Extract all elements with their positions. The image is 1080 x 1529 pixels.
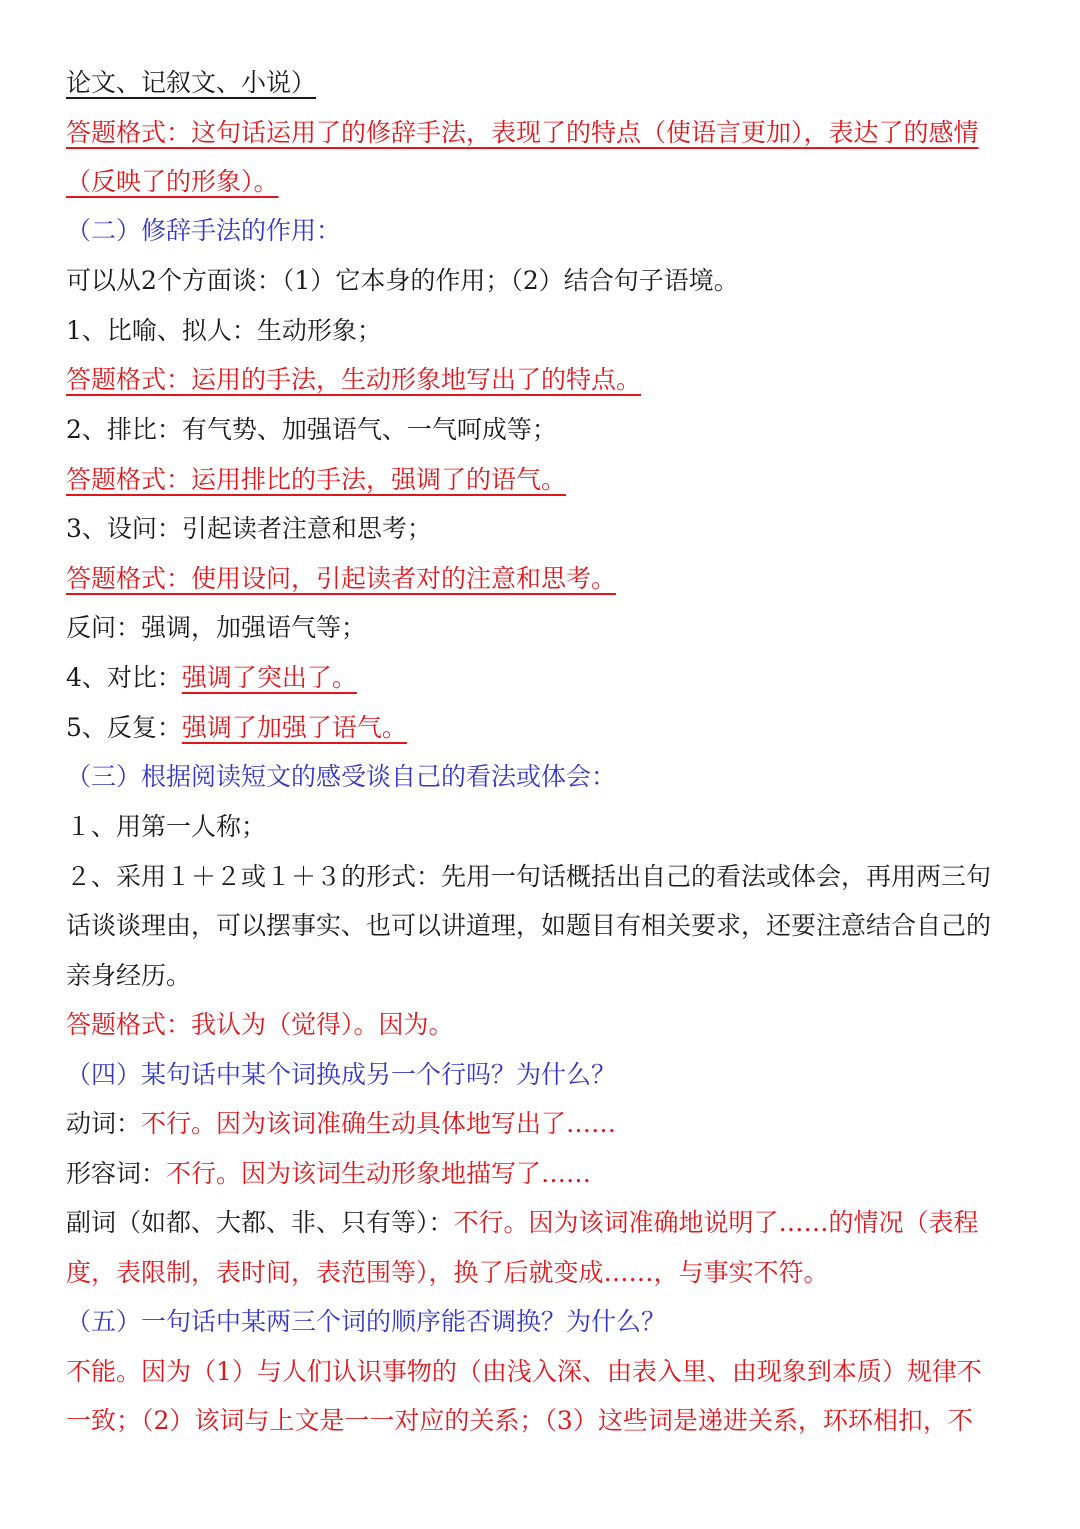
item-label: 形容词： xyxy=(66,1159,167,1188)
list-item-rhetorical-question: 3、设问：引起读者注意和思考； xyxy=(66,514,432,543)
answer-text: 不行。因为该词准确生动具体地写出了…… xyxy=(141,1109,617,1138)
list-item-metaphor: 1、比喻、拟人：生动形象； xyxy=(66,316,382,345)
underlined-text: 论文、记叙文、小说） xyxy=(66,68,317,97)
section-heading-2: （二）修辞手法的作用： xyxy=(66,216,342,245)
answer-text: 不行。因为该词生动形象地描写了…… xyxy=(166,1159,592,1188)
section-heading-5: （五）一句话中某两三个词的顺序能否调换？为什么？ xyxy=(66,1307,667,1336)
body-text-line: 亲身经历。 xyxy=(66,961,192,990)
item-label: 5、反复： xyxy=(66,713,182,742)
answer-format-line xyxy=(66,463,566,497)
answer-text: 不行。因为该词准确地说明了……的情况（表程 xyxy=(453,1208,979,1237)
section-heading-3: （三）根据阅读短文的感受谈自己的看法或体会： xyxy=(66,762,617,791)
answer-format-text: （反映了的形象）。 xyxy=(66,167,279,196)
answer-format-text: 答题格式：这句话运用了的修辞手法，表现了的特点（使语言更加），表达了的感情 xyxy=(66,118,979,147)
continued-text-line xyxy=(66,66,316,100)
item-label: 副词（如都、大都、非、只有等）： xyxy=(66,1208,454,1237)
answer-text-line: 一致；（2）该词与上文是一一对应的关系；（3）这些词是递进关系，环环相扣，不 xyxy=(66,1406,973,1435)
item-label: 动词： xyxy=(66,1109,142,1138)
answer-format-line xyxy=(66,363,641,397)
answer-format-line: 答题格式：我认为（觉得）。因为。 xyxy=(66,1010,454,1039)
list-item-contrast xyxy=(66,661,357,695)
answer-format-text: 答题格式：运用排比的手法，强调了的语气。 xyxy=(66,465,567,494)
list-item-parallelism: 2、排比：有气势、加强语气、一气呵成等； xyxy=(66,415,557,444)
adverb-explanation-continued: 度，表限制，表时间，表范围等），换了后就变成……，与事实不符。 xyxy=(66,1258,829,1287)
body-text-line: ２、采用１＋２或１＋３的形式：先用一句话概括出自己的看法或体会，再用两三句 xyxy=(66,862,992,891)
body-text-line: 可以从2个方面谈：（1）它本身的作用；（2）结合句子语境。 xyxy=(66,266,739,295)
answer-format-text: 答题格式：运用的手法，生动形象地写出了的特点。 xyxy=(66,365,642,394)
answer-text: 强调了加强了语气。 xyxy=(181,713,407,742)
item-label: 4、对比： xyxy=(66,663,182,692)
adverb-explanation-line xyxy=(66,1206,979,1240)
answer-text-line: 不能。因为（1）与人们认识事物的（由浅入深、由表入里、由现象到本质）规律不 xyxy=(66,1357,982,1386)
list-item-counter-question: 反问：强调，加强语气等； xyxy=(66,613,367,642)
body-text-line: 话谈谈理由，可以摆事实、也可以讲道理，如题目有相关要求，还要注意结合自己的 xyxy=(66,911,992,940)
answer-format-line-continued xyxy=(66,165,279,199)
answer-format-line xyxy=(66,562,616,596)
verb-explanation-line xyxy=(66,1107,616,1141)
list-item-first-person: １、用第一人称； xyxy=(66,812,267,841)
list-item-repetition xyxy=(66,711,407,745)
answer-format-line xyxy=(66,116,979,150)
section-heading-4: （四）某句话中某个词换成另一个行吗？为什么？ xyxy=(66,1060,617,1089)
answer-text: 强调了突出了。 xyxy=(181,663,357,692)
adjective-explanation-line xyxy=(66,1157,591,1191)
answer-format-text: 答题格式：使用设问，引起读者对的注意和思考。 xyxy=(66,564,617,593)
